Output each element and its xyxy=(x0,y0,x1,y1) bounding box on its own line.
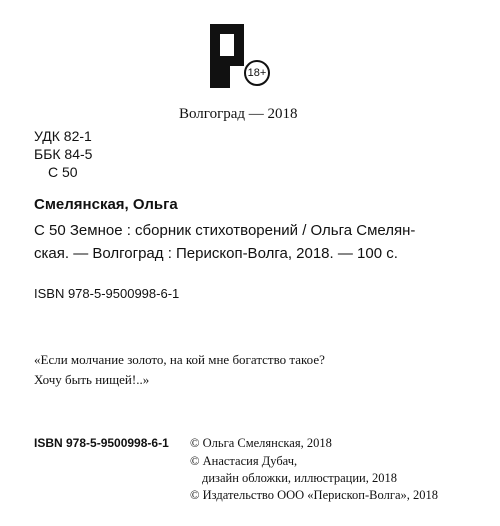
isbn-main: ISBN 978-5-9500998-6-1 xyxy=(34,286,180,301)
copyright-author: © Ольга Смелянская, 2018 xyxy=(190,436,332,450)
copyright-designer: © Анастасия Дубач, xyxy=(190,454,298,468)
epigraph-line-1: «Если молчание золото, на кой мне богатство такое? xyxy=(34,352,325,367)
bibliographic-line-1: С 50 Земное : сборник стихотворений / Ольга Смелян- xyxy=(34,222,416,239)
udk-code: УДК 82-1 xyxy=(34,128,92,144)
logo-counter xyxy=(220,34,234,56)
bbk-code: ББК 84-5 xyxy=(34,146,93,162)
author-mark: С 50 xyxy=(48,164,78,180)
copyright-publisher: © Издательство ООО «Перископ-Волга», 2018 xyxy=(190,488,438,502)
copyright-designer-role: дизайн обложки, иллюстрации, 2018 xyxy=(202,471,397,485)
bibliographic-line-2: ская. — Волгоград : Перископ-Волга, 2018. — 100 с. xyxy=(34,245,398,262)
imprint-line: Волгоград — 2018 xyxy=(179,106,298,122)
logo-notch xyxy=(230,66,244,88)
epigraph-line-2: Хочу быть нищей!..» xyxy=(34,372,150,387)
age-rating-badge: 18+ xyxy=(244,60,270,86)
isbn-footer: ISBN 978-5-9500998-6-1 xyxy=(34,436,169,450)
author-name: Смелянская, Ольга xyxy=(34,196,178,213)
